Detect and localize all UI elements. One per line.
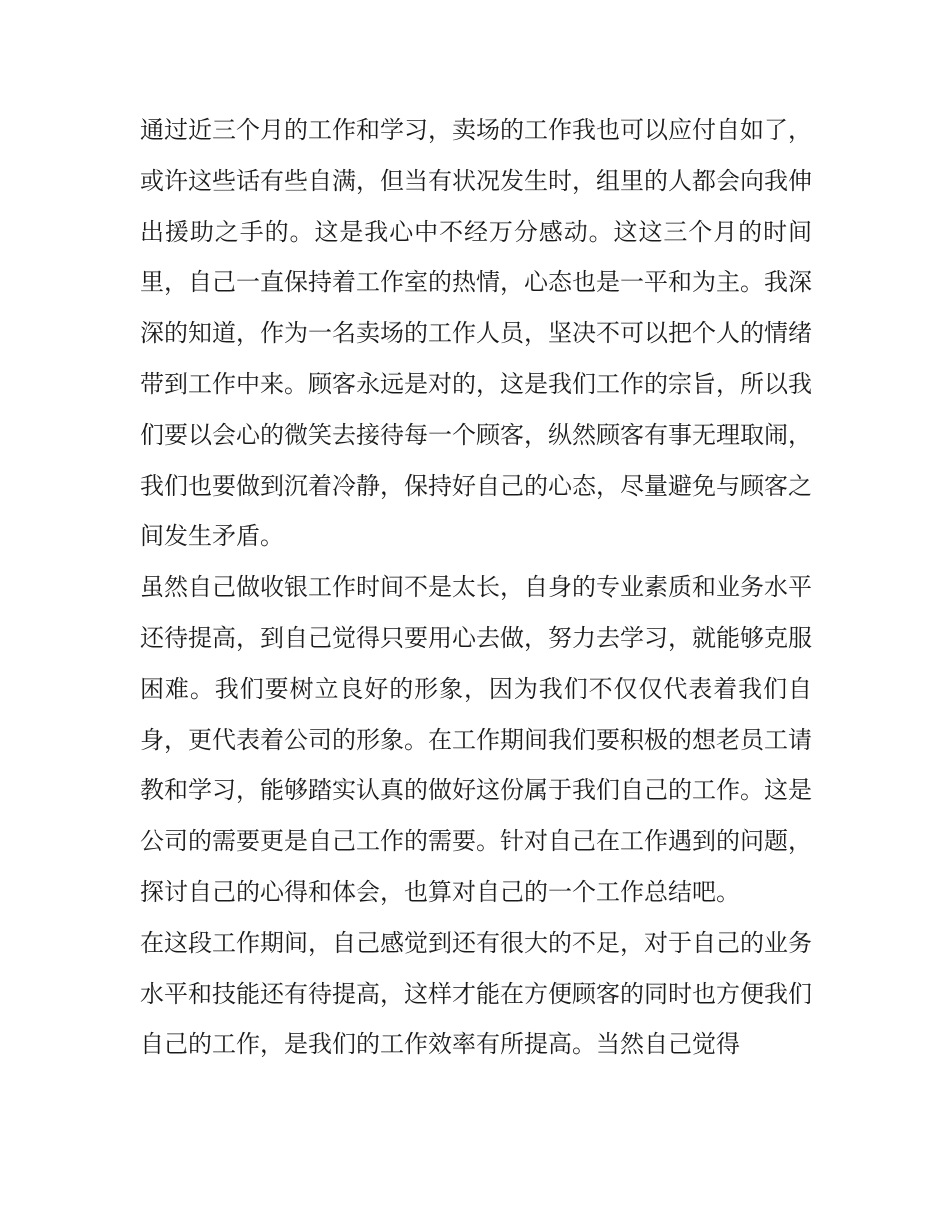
document-body <box>140 105 812 1070</box>
paragraph-2: 虽然自己做收银工作时间不是太长，自身的专业素质和业务水平还待提高，到自己觉得只要用心去做，努力去学习，就能够克服困难。我们要树立良好的形象，因为我们不仅仅代表着我们自身，更代表着公司的形象。在工作期间我们要积极的想老员工请教和学习，能够踏实认真的做好这份属于我们自己的工作。这是公司的需要更是自己工作的需要。针对自己在工作遇到的问题，探讨自己的心得和体会，也算对自己的一个工作总结吧。 <box>140 573 812 906</box>
paragraph-1: 通过近三个月的工作和学习，卖场的工作我也可以应付自如了，或许这些话有些自满，但当有状况发生时，组里的人都会向我伸出援助之手的。这是我心中不经万分感动。这这三个月的时间里，自己一直保持着工作室的热情，心态也是一平和为主。我深深的知道，作为一名卖场的工作人员，坚决不可以把个人的情绪带到工作中来。顾客永远是对的，这是我们工作的宗旨，所以我们要以会心的微笑去接待每一个顾客，纵然顾客有事无理取闹，我们也要做到沉着冷静，保持好自己的心态，尽量避免与顾客之间发生矛盾。 <box>140 116 812 551</box>
paragraph-3: 在这段工作期间，自己感觉到还有很大的不足，对于自己的业务水平和技能还有待提高，这样才能在方便顾客的同时也方便我们自己的工作，是我们的工作效率有所提高。当然自己觉得 <box>140 928 812 1059</box>
